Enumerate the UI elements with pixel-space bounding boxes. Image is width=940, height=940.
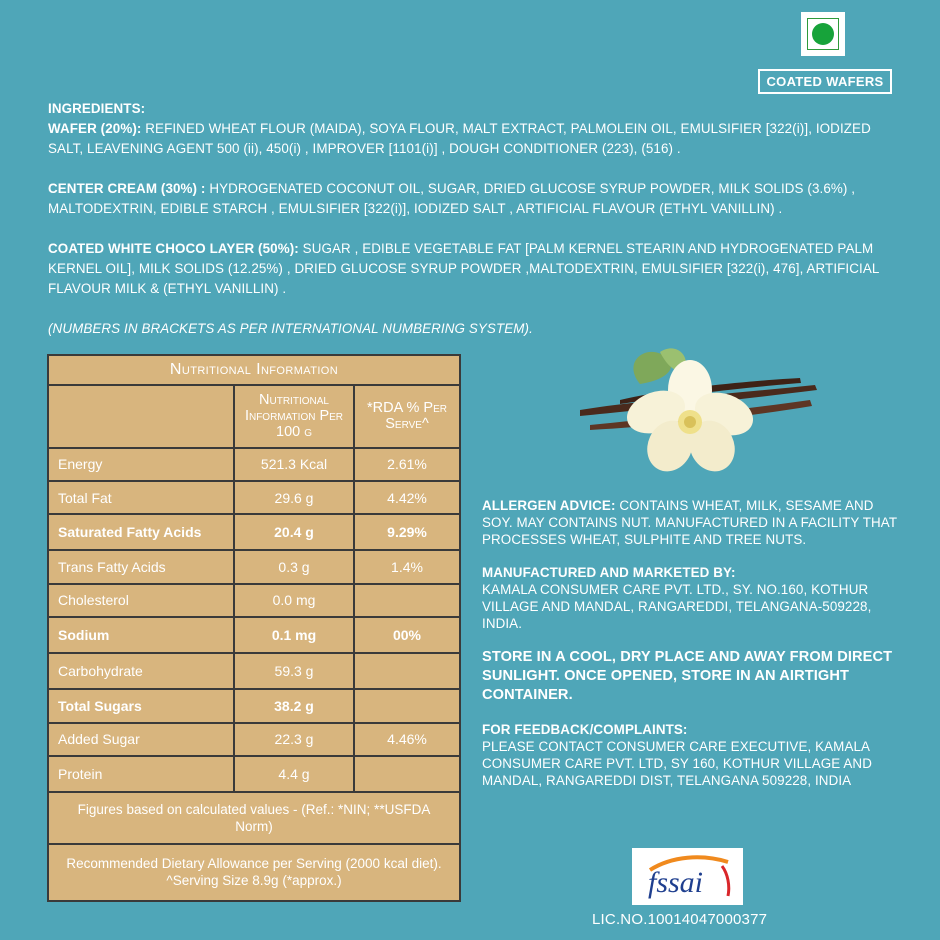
nutrient-name: Carbohydrate (48, 653, 234, 689)
fssai-logo (632, 848, 743, 905)
nutrient-rda: 9.29% (354, 514, 460, 550)
feedback-label: FOR FEEDBACK/COMPLAINTS: (482, 722, 688, 737)
allergen-text: CONTAINS WHEAT, MILK, SESAME AND SOY. MAY CONTAINS NUT. MANUFACTURED IN A FACILITY THAT PROCESSES WHEAT, SULPHITE AND TREE NUTS. (482, 498, 897, 547)
nutrient-name: Sodium (48, 617, 234, 653)
cream-text: HYDROGENATED COCONUT OIL, SUGAR, DRIED GLUCOSE SYRUP POWDER, MILK SOLIDS (3.6%) , MALTODEXTRIN, EDIBLE STARCH , EMULSIFIER [322(i)], IODIZED SALT , ARTIFICIAL FLAVOUR (ETHYL VANILLIN) . (48, 181, 856, 216)
nutrient-rda (354, 653, 460, 689)
table-footnote-rda: Recommended Dietary Allowance per Serving (2000 kcal diet). ^Serving Size 8.9g (*approx.) (48, 844, 460, 901)
nutrient-name: Energy (48, 448, 234, 481)
license-number: LIC.NO.10014047000377 (592, 911, 768, 928)
cream-label: CENTER CREAM (30%) : (48, 181, 206, 196)
nutrient-value: 0.1 mg (234, 617, 354, 653)
nutrient-name: Trans Fatty Acids (48, 550, 234, 583)
table-row (48, 514, 460, 550)
nutrient-name: Protein (48, 756, 234, 792)
table-row (48, 653, 460, 689)
wafer-label: WAFER (20%): (48, 121, 142, 136)
nutrient-rda: 2.61% (354, 448, 460, 481)
table-footnote-reference: Figures based on calculated values - (Ref.: *NIN; **USFDA Norm) (48, 792, 460, 843)
feedback-block (482, 721, 902, 789)
nutrient-rda (354, 756, 460, 792)
storage-instructions: STORE IN A COOL, DRY PLACE AND AWAY FROM DIRECT SUNLIGHT. ONCE OPENED, STORE IN AN AIRTIGHT CONTAINER. (482, 649, 893, 703)
veg-mark-icon (801, 12, 845, 56)
nutrition-table (47, 354, 461, 902)
header-rda: *RDA % Per Serve^ (354, 385, 460, 447)
ingredients-block (48, 99, 903, 359)
table-row (48, 689, 460, 722)
nutrient-name: Total Sugars (48, 689, 234, 722)
table-row (48, 448, 460, 481)
nutrient-rda (354, 689, 460, 722)
nutrient-value: 521.3 Kcal (234, 448, 354, 481)
nutrient-rda: 4.42% (354, 481, 460, 514)
nutrient-rda: 00% (354, 617, 460, 653)
feedback-text: PLEASE CONTACT CONSUMER CARE EXECUTIVE, KAMALA CONSUMER CARE PVT. LTD, SY 160, KOTHUR VILLAGE AND MANDAL, RANGAREDDI DIST, TELANGANA 509228, INDIA (482, 739, 872, 788)
vanilla-flower-illustration (580, 340, 820, 480)
nutrient-rda: 4.46% (354, 723, 460, 756)
table-row (48, 756, 460, 792)
wafer-text: REFINED WHEAT FLOUR (MAIDA), SOYA FLOUR, MALT EXTRACT, PALMOLEIN OIL, EMULSIFIER [322(i)], IODIZED SALT, LEAVENING AGENT 500 (ii), 450(i) , IMPROVER [1101(i)] , DOUGH CONDITIONER (223), (516) . (48, 121, 871, 156)
header-blank (48, 385, 234, 447)
header-per-100g: Nutritional Information Per 100 g (234, 385, 354, 447)
nutrient-value: 22.3 g (234, 723, 354, 756)
nutrient-value: 4.4 g (234, 756, 354, 792)
product-type-badge: COATED WAFERS (758, 69, 892, 94)
nutrient-name: Total Fat (48, 481, 234, 514)
table-row (48, 617, 460, 653)
ins-note: (NUMBERS IN BRACKETS AS PER INTERNATIONAL NUMBERING SYSTEM). (48, 321, 533, 336)
table-row (48, 481, 460, 514)
nutrient-rda (354, 584, 460, 617)
nutrient-rda: 1.4% (354, 550, 460, 583)
allergen-label: ALLERGEN ADVICE: (482, 498, 616, 513)
nutrient-value: 38.2 g (234, 689, 354, 722)
nutrient-value: 0.3 g (234, 550, 354, 583)
allergen-advice (482, 497, 902, 548)
green-dot-icon (812, 23, 834, 45)
fssai-logo-text: fssai (648, 866, 704, 899)
manufacturer-label: MANUFACTURED AND MARKETED BY: (482, 565, 736, 580)
table-row (48, 723, 460, 756)
nutrient-name: Added Sugar (48, 723, 234, 756)
nutrient-name: Saturated Fatty Acids (48, 514, 234, 550)
table-row (48, 550, 460, 583)
manufacturer-block (482, 564, 902, 632)
nutrient-value: 29.6 g (234, 481, 354, 514)
choco-text: SUGAR , EDIBLE VEGETABLE FAT [PALM KERNEL STEARIN AND HYDROGENATED PALM KERNEL OIL], MILK SOLIDS (12.25%) , DRIED GLUCOSE SYRUP POWDER ,MALTODEXTRIN, EMULSIFIER [322(i), 476], ARTIFICIAL FLAVOUR MILK & (ETHYL VANILLIN) . (48, 241, 879, 296)
table-row (48, 584, 460, 617)
nutrient-name: Cholesterol (48, 584, 234, 617)
ingredients-heading: INGREDIENTS: (48, 101, 146, 116)
choco-label: COATED WHITE CHOCO LAYER (50%): (48, 241, 299, 256)
nutrition-title: Nutritional Information (48, 355, 460, 385)
nutrient-value: 20.4 g (234, 514, 354, 550)
nutrient-value: 59.3 g (234, 653, 354, 689)
nutrient-value: 0.0 mg (234, 584, 354, 617)
manufacturer-text: KAMALA CONSUMER CARE PVT. LTD., SY. NO.160, KOTHUR VILLAGE AND MANDAL, RANGAREDDI, TELANGANA-509228, INDIA. (482, 582, 872, 631)
